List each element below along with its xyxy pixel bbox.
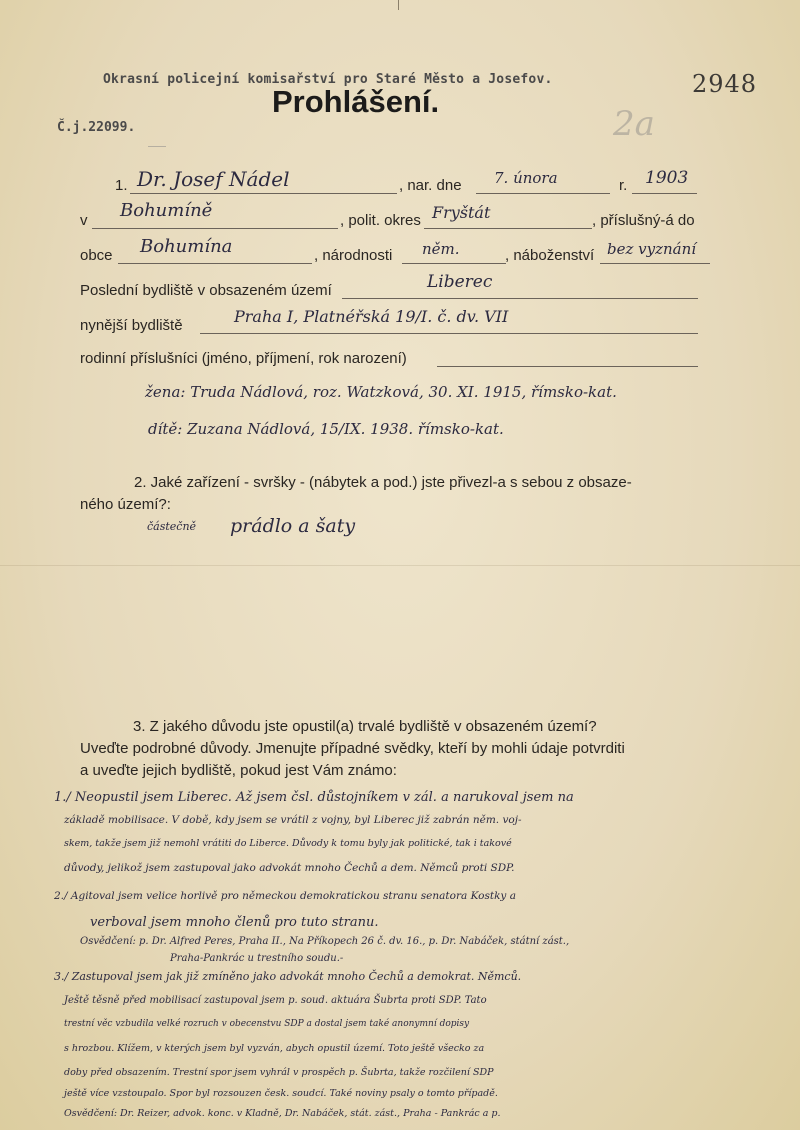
q3-answer-line: ještě více vzstoupalo. Spor byl rozsouzen česk. soudcí. Také noviny psaly o tomto případě.: [64, 1088, 498, 1099]
q3-text-line-3: a uveďte jejich bydliště, pokud jest Vám známo:: [80, 762, 397, 779]
name-line: [130, 193, 397, 194]
district-label: , polit. okres: [340, 212, 421, 229]
municipality-label: obce: [80, 247, 113, 264]
document-number: 2948: [692, 70, 758, 98]
last-residence-line: [342, 298, 698, 299]
q2-answer-small: částečně: [147, 520, 197, 533]
page-title: Prohlášení.: [272, 84, 440, 119]
q3-answer-line: Osvědčení: Dr. Reizer, advok. konc. v Kladně, Dr. Nabáček, stát. zást., Praha - Pankrác a p.: [64, 1108, 501, 1119]
current-residence-value: Praha I, Platnéřská 19/I. č. dv. VII: [234, 307, 509, 326]
name-value: Dr. Josef Nádel: [137, 167, 290, 191]
pencil-tick: [148, 140, 166, 147]
q3-answer-line: Osvědčení: p. Dr. Alfred Peres, Praha II., Na Příkopech 26 č. dv. 16., p. Dr. Nabáček, státní zást.,: [80, 936, 570, 947]
q3-answer-line: 3./ Zastupoval jsem jak již zmíněno jako advokát mnoho Čechů a demokrat. Němců.: [54, 970, 522, 983]
last-residence-label: Poslední bydliště v obsazeném území: [80, 282, 332, 299]
in-label: v: [80, 212, 88, 229]
municipality-line: [118, 263, 312, 264]
q3-answer-line: trestní věc vzbudila velké rozruch v obecenstvu SDP a dostal jsem také anonymní dopisy: [64, 1019, 470, 1029]
q3-text-line-2: Uveďte podrobné důvody. Jmenujte případné svědky, kteří by mohli údaje potvrditi: [80, 740, 625, 757]
reference-number: Č.j.22099.: [57, 120, 136, 135]
q3-answer-line: 2./ Agitoval jsem velice horlivě pro německou demokratickou stranu senatora Kostky a: [54, 890, 516, 902]
birth-place-line: [92, 228, 338, 229]
q2-text-line-2: ného území?:: [80, 496, 171, 513]
family-member-1: žena: Truda Nádlová, roz. Watzková, 30. XI. 1915, římsko-kat.: [145, 383, 617, 401]
q3-answer-line: Ještě těsně před mobilisací zastupoval jsem p. soud. aktuára Šubrta proti SDP. Tato: [64, 995, 487, 1006]
q3-answer-line: základě mobilisace. V době, kdy jsem se vrátil z vojny, byl Liberec již zabrán něm. voj-: [64, 814, 522, 826]
born-year-value: 1903: [645, 168, 689, 188]
q3-answer-line: s hrozbou. Klížem, v kterých jsem byl vyzván, abych opustil území. Toto ještě všecko za: [64, 1043, 485, 1054]
religion-value: bez vyznání: [607, 240, 697, 258]
q3-answer-line: Praha-Pankrác u trestního soudu.-: [170, 953, 344, 964]
q3-answer-line: doby před obsazením. Trestní spor jsem vyhrál v prospěch p. Šubrta, takže rozčilení SDP: [64, 1067, 494, 1078]
paper-fold: [0, 565, 800, 566]
top-edge-mark: [398, 0, 399, 10]
municipality-value: Bohumína: [140, 236, 233, 257]
born-year-line: [632, 193, 697, 194]
born-day-line: [476, 193, 610, 194]
nationality-line: [402, 263, 506, 264]
family-line: [437, 366, 698, 367]
nationality-label: , národnosti: [314, 247, 393, 264]
q2-text-line-1: 2. Jaké zařízení - svršky - (nábytek a pod.) jste přivezl-a s sebou z obsaze-: [134, 474, 632, 491]
religion-label: , náboženství: [505, 247, 595, 264]
born-day-value: 7. února: [494, 169, 558, 187]
family-member-2: dítě: Zuzana Nádlová, 15/IX. 1938. římsko-kat.: [148, 420, 504, 438]
born-label: , nar. dne: [399, 177, 462, 194]
q3-answer-line: skem, takže jsem již nemohl vrátiti do Liberce. Důvody k tomu byly jak politické, tak i takové: [64, 838, 512, 849]
family-label: rodinní příslušníci (jméno, příjmení, rok narození): [80, 350, 407, 367]
q2-answer: prádlo a šaty: [230, 515, 356, 537]
religion-line: [600, 263, 710, 264]
item-1-number: 1.: [115, 177, 128, 194]
year-label: r.: [619, 177, 628, 194]
belonging-label: , příslušný-á do: [592, 212, 695, 229]
q3-answer-line: důvody, jelikož jsem zastupoval jako advokát mnoho Čechů a dem. Němců proti SDP.: [64, 862, 515, 874]
nationality-value: něm.: [422, 240, 460, 258]
district-line: [424, 228, 592, 229]
current-residence-label: nynější bydliště: [80, 317, 183, 334]
q3-answer-line: verboval jsem mnoho členů pro tuto stranu.: [90, 915, 379, 930]
last-residence-value: Liberec: [427, 272, 493, 292]
pencil-mark: 2a: [613, 104, 655, 144]
current-residence-line: [200, 333, 698, 334]
office-stamp: Okrasní policejní komisařství pro Staré Město a Josefov.: [103, 72, 553, 87]
q3-answer-line: 1./ Neopustil jsem Liberec. Až jsem čsl. důstojníkem v zál. a narukoval jsem na: [54, 790, 574, 805]
district-value: Fryštát: [432, 203, 491, 222]
birth-place-value: Bohumíně: [120, 200, 213, 221]
q3-text-line-1: 3. Z jakého důvodu jste opustil(a) trvalé bydliště v obsazeném území?: [133, 718, 597, 735]
